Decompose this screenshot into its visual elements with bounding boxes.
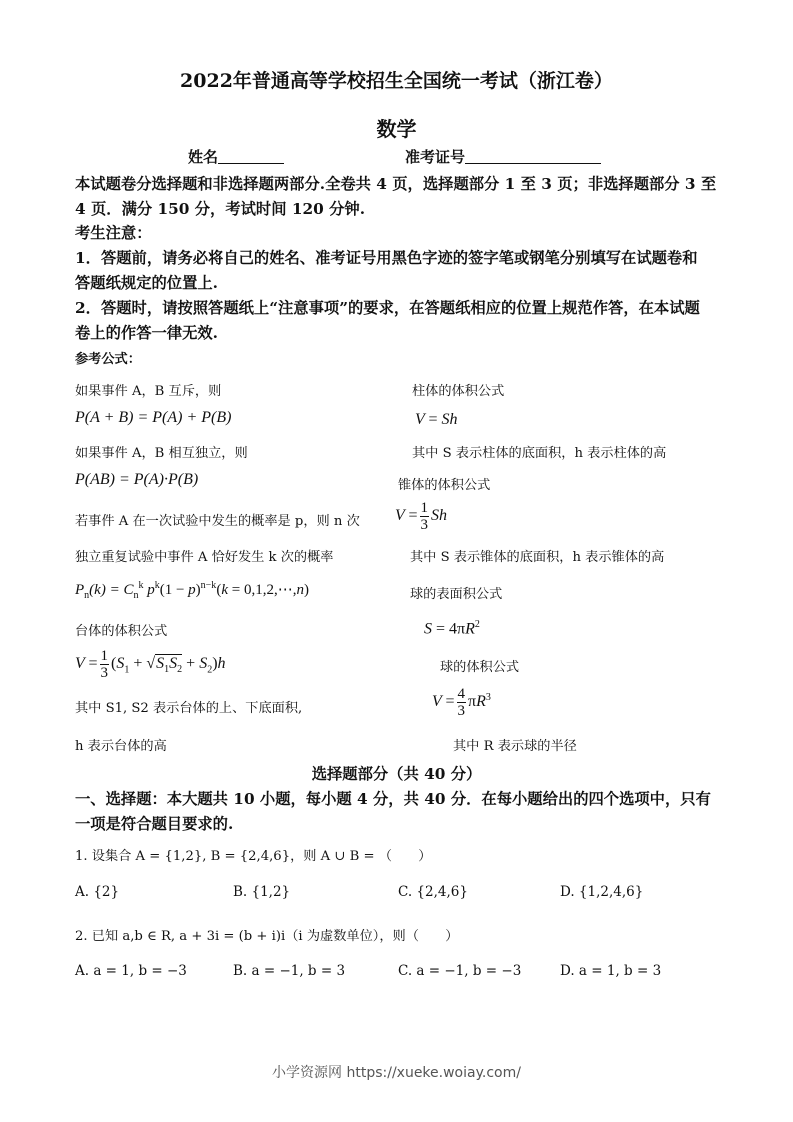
formula-heading: 参考公式： <box>75 352 141 367</box>
prism-label: 柱体的体积公式 <box>412 384 505 399</box>
q2-option-d[interactable]: D. a = 1, b = 3 <box>560 963 662 979</box>
ticket-label: 准考证号 <box>405 148 466 166</box>
ticket-field[interactable] <box>405 146 601 167</box>
name-field[interactable] <box>188 146 284 167</box>
sphere-area-formula: $S = 4\pi R^2$ <box>424 619 480 638</box>
indep-label: 如果事件 A，B 相互独立，则 <box>75 446 248 461</box>
section-title: 选择题部分（共 40 分） <box>311 765 482 783</box>
intro-line-2: 4 页．满分 150 分，考试时间 120 分钟. <box>75 200 366 218</box>
exam-title: 2022年普通高等学校招生全国统一考试（浙江卷） <box>180 70 613 92</box>
question-1-stem: 1. 设集合 A = {1,2}, B = {2,4,6}，则 A ∪ B = （ ） <box>75 849 432 864</box>
pyramid-label: 锥体的体积公式 <box>398 478 491 493</box>
section-instr-2: 一项是符合题目要求的. <box>75 815 234 833</box>
notice-heading: 考生注意： <box>75 224 152 242</box>
pyramid-formula: V = $\frac{1}{3}$ Sh <box>395 500 448 533</box>
frustum-formula: V = $\frac{1}{3}$ $(S_1 + √S_1S_2 + S_2)h$ <box>75 648 226 681</box>
q1-option-b[interactable]: B. {1,2} <box>233 884 291 900</box>
mutex-formula: P(A + B) = P(A) + P(B) <box>75 409 232 426</box>
q1-option-a[interactable]: A. {2} <box>75 884 120 900</box>
pyramid-note: 其中 S 表示锥体的底面积，h 表示锥体的高 <box>410 550 665 565</box>
name-label: 姓名 <box>188 148 219 166</box>
bernoulli-label-1: 若事件 A 在一次试验中发生的概率是 p，则 n 次 <box>75 514 360 529</box>
indep-formula: P(AB) = P(A)·P(B) <box>75 471 199 488</box>
notice-2b: 卷上的作答一律无效. <box>75 324 218 342</box>
mutex-label: 如果事件 A，B 互斥，则 <box>75 384 222 399</box>
name-blank[interactable] <box>218 149 284 164</box>
bernoulli-formula: $P_n(k) = C_n^k$ $p^k(1 - p)^{n-k}(k$ = 0,1,2,⋯,n) <box>75 580 309 601</box>
subject-title: 数学 <box>376 117 417 141</box>
notice-1b: 答题纸规定的位置上. <box>75 274 218 292</box>
notice-1a: 1．答题前，请务必将自己的姓名、准考证号用黑色字迹的签字笔或钢笔分别填写在试题卷和 <box>75 249 698 267</box>
frustum-note-2: h 表示台体的高 <box>75 739 167 754</box>
q2-option-b[interactable]: B. a = −1, b = 3 <box>233 963 346 979</box>
sphere-note: 其中 R 表示球的半径 <box>453 739 577 754</box>
section-instr-1: 一、选择题：本大题共 10 小题，每小题 4 分，共 40 分．在每小题给出的四个选项中，只有 <box>75 790 711 808</box>
sphere-vol-formula: V = $\frac{4}{3}$ $\pi R^3$ <box>432 686 491 719</box>
bernoulli-label-2: 独立重复试验中事件 A 恰好发生 k 次的概率 <box>75 550 334 565</box>
sphere-vol-label: 球的体积公式 <box>440 660 520 675</box>
q2-option-a[interactable]: A. a = 1, b = −3 <box>75 963 187 979</box>
q2-option-c[interactable]: C. a = −1, b = −3 <box>398 963 522 979</box>
footer-watermark: 小学资源网 https://xueke.woiay.com/ <box>272 1065 521 1081</box>
prism-note: 其中 S 表示柱体的底面积，h 表示柱体的高 <box>412 446 667 461</box>
q1-option-d[interactable]: D. {1,2,4,6} <box>560 884 644 900</box>
q1-option-c[interactable]: C. {2,4,6} <box>398 884 468 900</box>
frustum-label: 台体的体积公式 <box>75 624 168 639</box>
notice-2a: 2．答题时，请按照答题纸上“注意事项”的要求，在答题纸相应的位置上规范作答，在本试题 <box>75 299 700 317</box>
ticket-blank[interactable] <box>465 149 601 164</box>
sphere-area-label: 球的表面积公式 <box>410 587 503 602</box>
prism-formula: V = Sh <box>415 411 458 428</box>
intro-line-1: 本试题卷分选择题和非选择题两部分.全卷共 4 页，选择题部分 1 至 3 页；非选择题部分 3 至 <box>75 175 717 193</box>
question-2-stem: 2. 已知 a,b ∈ R, a + 3i = (b + i)i（i 为虚数单位），则（ ） <box>75 929 459 944</box>
frustum-note-1: 其中 S1, S2 表示台体的上、下底面积, <box>75 701 303 716</box>
